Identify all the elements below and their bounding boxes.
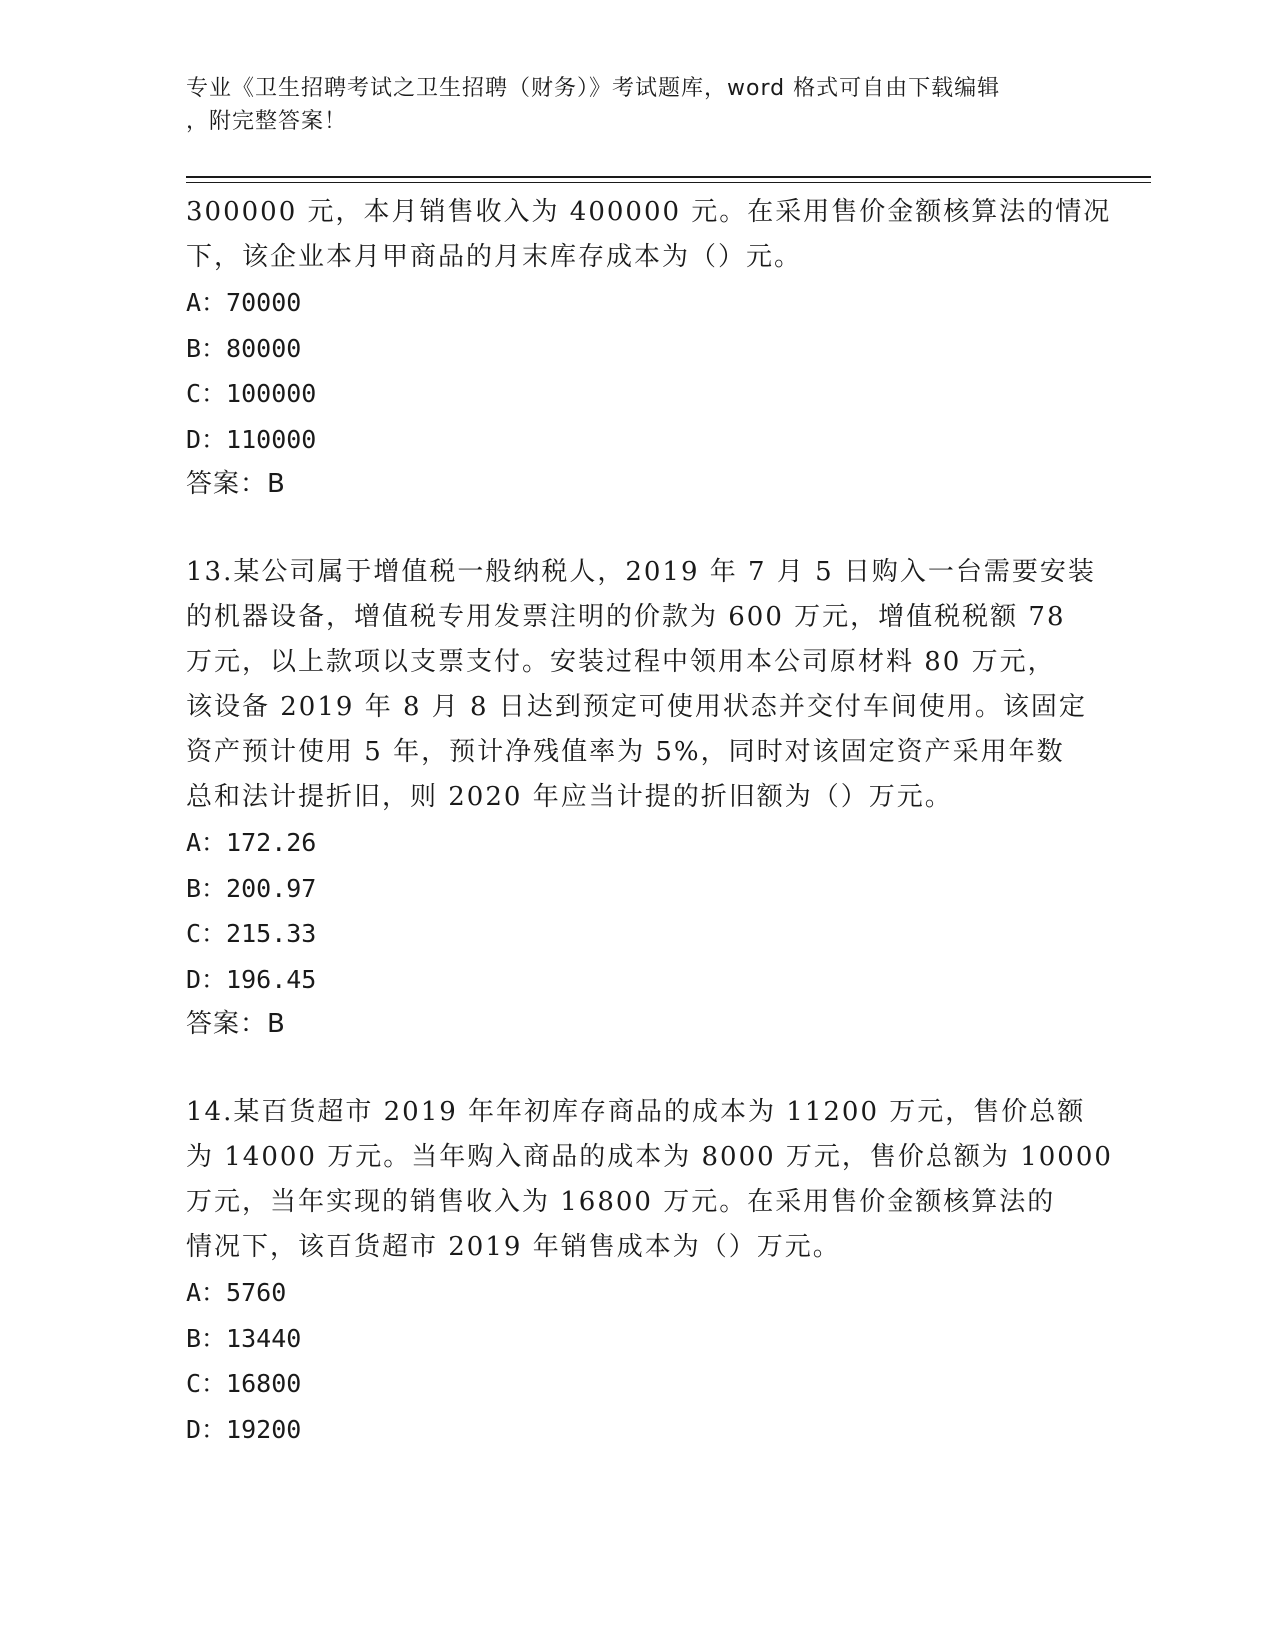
question-14: [186, 1090, 1113, 1452]
header-rule-thin: [186, 182, 1151, 183]
question-text-line: 万元，当年实现的销售收入为 16800 万元。在采用售价金额核算法的: [186, 1187, 1056, 1217]
question-text-line: 该设备 2019 年 8 月 8 日达到预定可使用状态并交付车间使用。该固定: [186, 692, 1087, 722]
option-b: B：80000: [186, 333, 302, 363]
option-a: A：70000: [186, 288, 302, 317]
question-13: [186, 550, 1096, 1046]
question-spacer: [186, 506, 1086, 550]
header-title-line2: ，附完整答案！: [186, 109, 348, 134]
option-a: A：5760: [186, 1278, 287, 1307]
option-c: C：16800: [186, 1369, 302, 1398]
question-text-line: 资产预计使用 5 年，预计净残值率为 5%，同时对该固定资产采用年数: [186, 737, 1065, 767]
page-header: [186, 72, 1066, 138]
option-d: D：196.45: [186, 964, 317, 994]
option-c: C：215.33: [186, 919, 317, 948]
question-text-line: 万元，以上款项以支票支付。安装过程中领用本公司原材料 80 万元，: [186, 647, 1056, 677]
answer-line: 答案：B: [186, 469, 286, 499]
question-text-line: 300000 元，本月销售收入为 400000 元。在采用售价金额核算法的情况: [186, 197, 1112, 227]
option-b: B：200.97: [186, 873, 317, 903]
question-text-line: 情况下，该百货超市 2019 年销售成本为（）万元。: [186, 1232, 841, 1262]
option-d: D：110000: [186, 424, 317, 454]
header-title-line1: 专业《卫生招聘考试之卫生招聘（财务）》考试题库，word 格式可自由下载编辑: [186, 76, 1001, 101]
question-list: [186, 190, 1113, 1452]
question-text-line: 13.某公司属于增值税一般纳税人，2019 年 7 月 5 日购入一台需要安装: [186, 557, 1096, 587]
answer-line: 答案：B: [186, 1009, 286, 1039]
question-spacer: [186, 1046, 1086, 1090]
option-b: B：13440: [186, 1323, 302, 1353]
option-d: D：19200: [186, 1414, 302, 1444]
option-c: C：100000: [186, 379, 317, 408]
option-a: A：172.26: [186, 828, 317, 857]
question-text-line: 的机器设备，增值税专用发票注明的价款为 600 万元，增值税税额 78: [186, 602, 1066, 632]
question-text-line: 下，该企业本月甲商品的月末库存成本为（）元。: [186, 242, 803, 272]
question-12: [186, 190, 1112, 506]
header-rule-thick: [186, 176, 1151, 178]
question-text-line: 为 14000 万元。当年购入商品的成本为 8000 万元，售价总额为 10000: [186, 1142, 1113, 1172]
question-text-line: 14.某百货超市 2019 年年初库存商品的成本为 11200 万元，售价总额: [186, 1097, 1086, 1127]
question-text-line: 总和法计提折旧，则 2020 年应当计提的折旧额为（）万元。: [186, 782, 953, 812]
